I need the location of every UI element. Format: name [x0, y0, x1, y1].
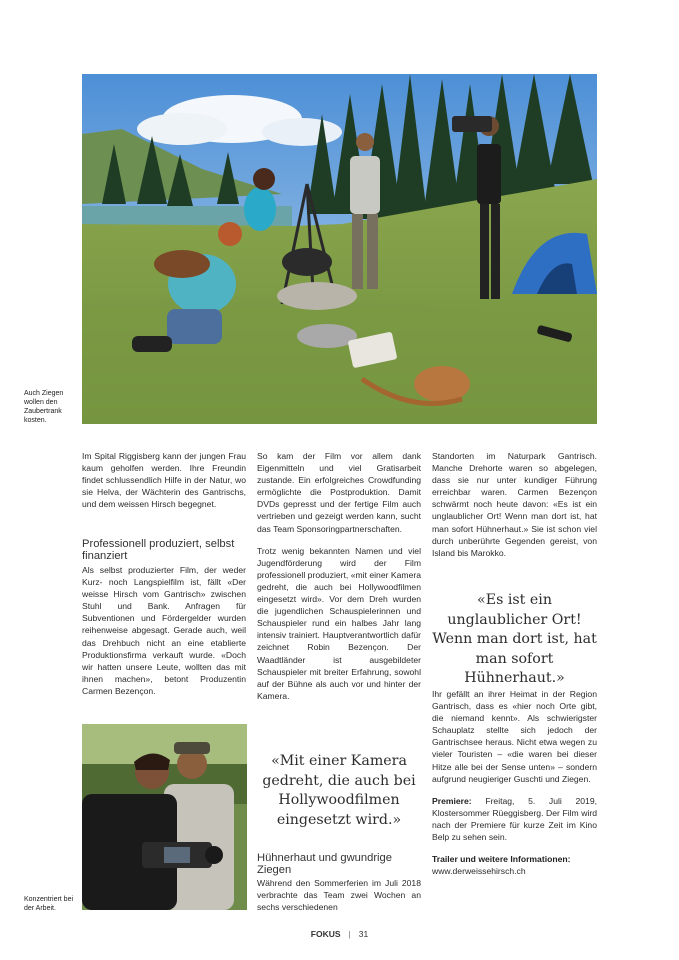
paragraph-jugendfoerderung: Trotz wenig bekannten Namen und viel Jugendförderung wird der Film professionell produziert, «mit einer Kamera gedreht, die auch bei Hollywoodfilmen eingesetzt wird». Vor dem Dreh wurden die jugendlichen Schauspielerinnen und Schauspieler rund ein halbes Jahr lang intensiv trainiert. Hauptverantwortlich dafür zeichnet Robin Bezençon. Der Waadtländer ist ausgebildeter Schauspieler mit breiter Erfahrung, sowohl auf der Bühne als auch vor und hinter der Kamera.: [257, 545, 421, 701]
paragraph-drehorte: Standorten im Naturpark Gantrisch. Manche Drehorte waren so abgelegen, dass sie nur unter kundiger Führung erreichbar waren. Carmen Bezençon schwärmt noch heute davon: «Es ist ein unglaublicher Ort! Wenn man dort ist, hat man sofort Hühnerhaut.» Sie ist schon viel durch unberührte Gegenden gereist, von Island bis Marokko.: [432, 451, 597, 558]
article-column-3-body: [432, 688, 597, 877]
intro-paragraph: Im Spital Riggisberg kann der jungen Frau kaum geholfen werden. Ihre Freundin findet schlussendlich Hilfe in der Natur, wo sie Helva, der Wächterin des Gantrischs, und dem weissen Hirsch begegnet.: [82, 451, 246, 510]
article-column-2: [257, 450, 421, 702]
paragraph-gantrischsee: Ihr gefällt an ihrer Heimat in der Region Gantrisch, dass es «hier noch Orte gibt, die niemand kennt». Als schwierigster Schauplatz stellte sich jedoch der Gantrischsee heraus. Nicht etwa wegen zu vieler Touristen – «die waren bei dieser Hitze alle bei der Sense unten» – sondern aufgrund neugieriger Guschti und Ziegen.: [432, 689, 597, 784]
website-link[interactable]: www.derweissehirsch.ch: [432, 866, 526, 877]
hero-photo: [82, 74, 597, 424]
pull-quote-kamera: «Mit einer Kamera gedreht, die auch bei Hollywoodfilmen eingesetzt wird.»: [262, 753, 416, 828]
photo-caption-bottom: Konzentriert bei der Arbeit.: [24, 896, 74, 912]
body-paragraph: Als selbst produzierter Film, der weder Kurz- noch Langspielfilm ist, fällt «Der weisse Hirsch vom Gantrisch» zwischen Stuhl und Bank. Anfragen für Subventionen und Fördergelder wurden reihenweise abgesagt. Gerade auch, weil das Drehbuch nicht an eine etablierte Produktionsfirma verkauft wurde. «Doch wir hatten unsere Leute, wollten das mit ihnen machen», betont Produzentin Carmen Bezençon.: [82, 565, 246, 696]
paragraph-sommerferien: Während den Sommerferien im Juli 2018 verbrachte das Team zwei Wochen an sechs verschiedenen: [257, 878, 421, 913]
subheading-huehnerhaut: Hühnerhaut und gwundrige Ziegen: [257, 852, 392, 876]
article-column-1: [82, 450, 246, 510]
crew-photo: [82, 724, 247, 910]
page-number: 31: [358, 929, 369, 939]
subheading-professionell: Professionell produziert, selbst finanziert: [82, 538, 235, 562]
trailer-label: Trailer und weitere Informationen:: [432, 854, 571, 865]
premiere-text: Freitag, 5. Juli 2019, Klostersommer Rüeggisberg. Der Film wird nach der Premiere für kurze Zeit im Kino Belp zu sehen sein.: [432, 795, 597, 843]
paragraph-trailer: [432, 853, 597, 877]
article-column-2-body: [257, 877, 421, 913]
premiere-label: Premiere:: [432, 795, 472, 806]
article-column-3: [432, 450, 597, 559]
crew-photo-illustration: [82, 724, 247, 910]
article-column-1-body: [82, 564, 246, 697]
photo-caption-top: Auch Ziegen wollen den Zaubertrank kosten.: [24, 390, 64, 424]
paragraph-crowdfunding: So kam der Film vor allem dank Eigenmitteln und viel Gratisarbeit zustande. Ein erfolgreiches Crowdfunding ermöglichte die Postproduktion. Damit DVDs gepresst und der fertige Film auch vertrieben und gezeigt werden kann, sucht das Team Sponsoringpartnerschaften.: [257, 451, 421, 534]
magazine-name: FOKUS: [310, 929, 341, 939]
page-footer: [0, 929, 679, 939]
pull-quote-ort: «Es ist ein unglaublicher Ort! Wenn man dort ist, hat man sofort Hühnerhaut.»: [432, 592, 597, 686]
hero-photo-illustration: [82, 74, 597, 424]
footer-separator: |: [348, 929, 351, 939]
paragraph-premiere: [432, 795, 597, 843]
